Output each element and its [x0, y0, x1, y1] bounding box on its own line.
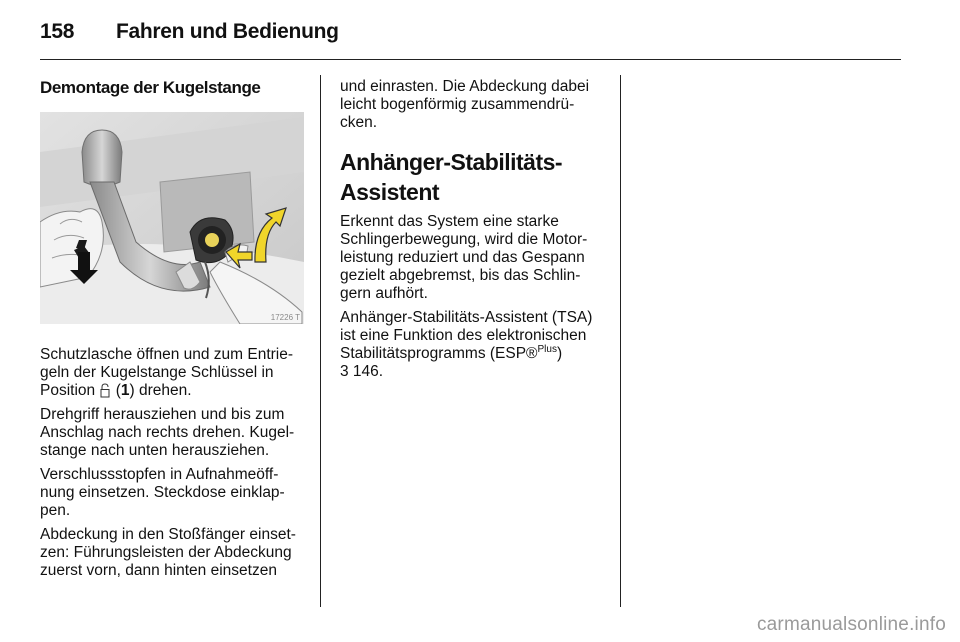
- line: Drehgriff herausziehen und bis zum: [40, 406, 285, 423]
- line: ist eine Funktion des elektronischen: [340, 327, 587, 344]
- line: geln der Kugelstange Schlüssel in: [40, 364, 274, 381]
- section-heading-tsa: [340, 147, 608, 207]
- line: leicht bogenförmig zusammendrü-: [340, 96, 575, 113]
- reference-arrow-icon: 3: [340, 363, 349, 380]
- column-divider-left: [320, 75, 321, 607]
- unlocked-lock-icon: [100, 383, 110, 398]
- line: Anhänger-Stabilitäts-Assistent (TSA): [340, 309, 593, 326]
- line: nung einsetzen. Steckdose einklap-: [40, 484, 285, 501]
- line: gern aufhört.: [340, 285, 428, 302]
- reference-page: 146.: [348, 363, 384, 380]
- line: Schlingerbewegung, wird die Motor-: [340, 231, 588, 248]
- line: leistung reduziert und das Gespann: [340, 249, 585, 266]
- heading-line: Assistent: [340, 179, 440, 205]
- column-divider-right: [620, 75, 621, 607]
- page-title: Fahren und Bedienung: [116, 20, 339, 43]
- heading-line: Anhänger-Stabilitäts-: [340, 149, 563, 175]
- line: ) drehen.: [129, 382, 192, 399]
- paragraph-cover: [40, 526, 308, 580]
- section-heading: Demontage der Kugelstange: [40, 78, 261, 97]
- line: Schutzlasche öffnen und zum Entrie-: [40, 346, 294, 363]
- line: (: [111, 382, 121, 399]
- line: stange nach unten herausziehen.: [40, 442, 270, 459]
- line: pen.: [40, 502, 71, 519]
- watermark: carmanualsonline.info: [756, 614, 946, 635]
- figure-code: 17226 T: [270, 313, 300, 322]
- line: Position: [40, 382, 100, 399]
- paragraph-unlock: [40, 346, 308, 400]
- line: cken.: [340, 114, 378, 131]
- line: Stabilitätsprogramms (ESP®: [340, 345, 538, 362]
- line: und einrasten. Die Abdeckung dabei: [340, 78, 590, 95]
- column-middle: [340, 78, 608, 387]
- superscript-plus: Plus: [537, 343, 557, 355]
- column-left: [40, 78, 308, 586]
- paragraph-plug: [40, 466, 308, 520]
- line: Verschlussstopfen in Aufnahmeöff-: [40, 466, 279, 483]
- paragraph-tsa-function: [340, 213, 608, 303]
- line: Abdeckung in den Stoßfänger einset-: [40, 526, 296, 543]
- paragraph-handle: [40, 406, 308, 460]
- page-reference[interactable]: [340, 363, 383, 380]
- page-header: [40, 20, 900, 46]
- paragraph-tsa-esp: [340, 309, 608, 381]
- position-number: 1: [120, 382, 130, 399]
- line: Anschlag nach rechts drehen. Kugel-: [40, 424, 295, 441]
- header-rule: [40, 59, 901, 60]
- tow-bar-illustration: [40, 112, 304, 324]
- tow-bar-drawing: [40, 112, 304, 324]
- page-number: 158: [40, 20, 75, 43]
- line: gezielt abgebremst, bis das Schlin-: [340, 267, 581, 284]
- line: zen: Führungsleisten der Abdeckung: [40, 544, 292, 561]
- line: Erkennt das System eine starke: [340, 213, 559, 230]
- line: zuerst vorn, dann hinten einsetzen: [40, 562, 277, 579]
- paragraph-continued: [340, 78, 608, 132]
- line: ): [556, 345, 563, 362]
